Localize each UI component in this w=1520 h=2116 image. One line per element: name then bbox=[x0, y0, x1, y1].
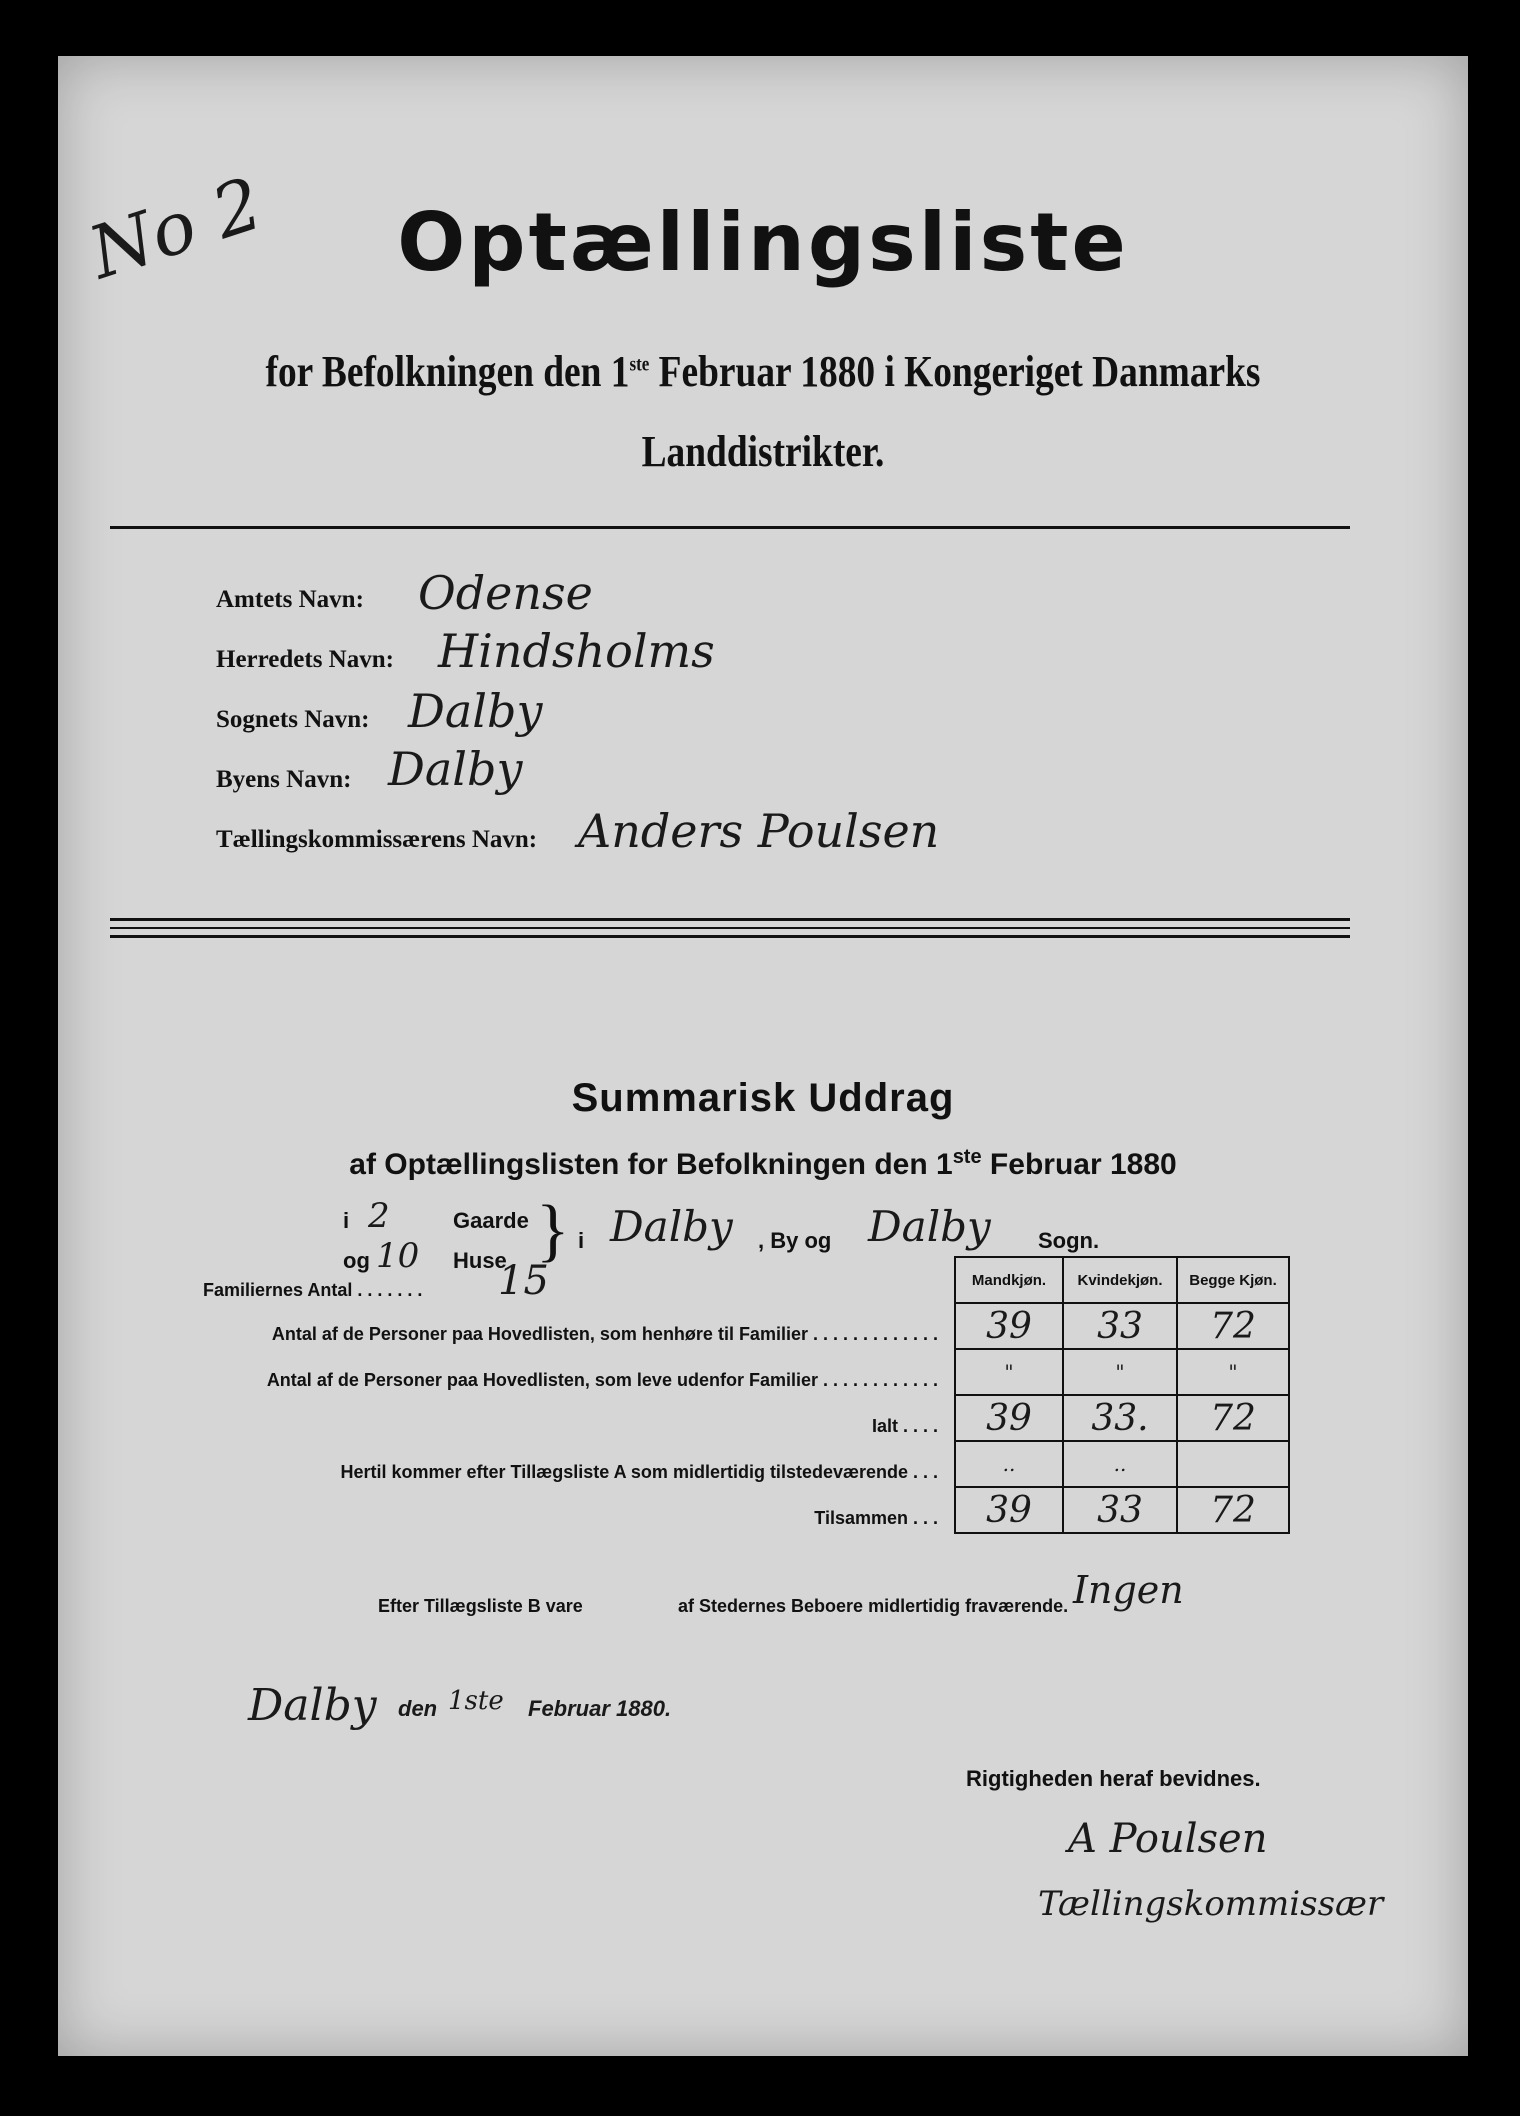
field-label-kommissaer: Tællingskommissærens Navn: bbox=[216, 826, 538, 853]
cell-value: 39 bbox=[955, 1395, 1063, 1441]
cell-value: " bbox=[955, 1349, 1063, 1395]
cell-value bbox=[1177, 1441, 1289, 1487]
census-form-page bbox=[58, 56, 1468, 2056]
row-label-familier: Antal af de Personer paa Hovedlisten, som henhøre til Familier . . . . . . . . . . . . . bbox=[271, 1324, 938, 1344]
brace: } bbox=[536, 1192, 570, 1269]
summary-subtitle-text-2: Februar 1880 bbox=[981, 1148, 1177, 1181]
field-label-by: Byens Navn: bbox=[216, 766, 352, 793]
subtitle-text-2: Februar 1880 i Kongeriget Danmarks bbox=[649, 347, 1261, 396]
signature-title: Tællingskommissær bbox=[1038, 1884, 1384, 1924]
form-subtitle-line2: Landdistrikter. bbox=[641, 427, 885, 476]
date-day: 1ste bbox=[448, 1686, 504, 1716]
gaarde-label: Gaarde bbox=[453, 1208, 529, 1233]
divider bbox=[110, 526, 1350, 529]
field-label-amt: Amtets Navn: bbox=[216, 586, 364, 613]
form-subtitle bbox=[164, 346, 1363, 397]
table-row bbox=[955, 1487, 1289, 1533]
field-label-sogn: Sognets Navn: bbox=[216, 706, 370, 733]
date-place: Dalby bbox=[248, 1680, 377, 1731]
sogn-label: Sogn. bbox=[1038, 1228, 1100, 1253]
cell-value: " bbox=[1063, 1349, 1177, 1395]
summary-table bbox=[954, 1256, 1290, 1534]
cell-value: .. bbox=[1063, 1441, 1177, 1487]
form-number: No 2 bbox=[79, 161, 272, 295]
cell-value: .. bbox=[955, 1441, 1063, 1487]
cell-value: " bbox=[1177, 1349, 1289, 1395]
field-label-herred: Herredets Navn: bbox=[216, 646, 394, 673]
summary-subtitle bbox=[58, 1146, 1468, 1182]
row-label-tillaeg-a: Hertil kommer efter Tillægsliste A som midlertidig tilstedeværende . . . bbox=[340, 1462, 938, 1482]
cell-value: 72 bbox=[1177, 1487, 1289, 1533]
cell-value: 33 bbox=[1063, 1487, 1177, 1533]
i2-label: i bbox=[578, 1228, 585, 1253]
cell-value: 39 bbox=[955, 1303, 1063, 1349]
row-label-udenfor: Antal af de Personer paa Hovedlisten, som leve udenfor Familier . . . . . . . . . . . . bbox=[266, 1370, 938, 1390]
summary-subtitle-text: af Optællingslisten for Befolkningen den 1 bbox=[349, 1148, 953, 1181]
form-title: Optællingsliste bbox=[397, 196, 1129, 289]
families-label: Familiernes Antal . . . . . . . bbox=[203, 1280, 423, 1300]
i-label: i bbox=[343, 1208, 350, 1233]
tillaeg-b-value: Ingen bbox=[1073, 1568, 1184, 1612]
table-row bbox=[955, 1349, 1289, 1395]
cell-value: 72 bbox=[1177, 1303, 1289, 1349]
subtitle-text-1: for Befolkningen den 1 bbox=[265, 347, 630, 396]
col-header-begge: Begge Kjøn. bbox=[1177, 1257, 1289, 1303]
date-den: den bbox=[398, 1696, 438, 1721]
by-label: , By og bbox=[758, 1228, 832, 1253]
table-header-row bbox=[955, 1257, 1289, 1303]
date-month-year: Februar 1880. bbox=[528, 1696, 672, 1721]
huse-count: 10 bbox=[376, 1236, 420, 1276]
by-value: Dalby bbox=[610, 1202, 733, 1251]
huse-label: Huse bbox=[453, 1248, 507, 1273]
tillaeg-b-label-2: af Stedernes Beboere midlertidig fraværende. bbox=[678, 1596, 1069, 1616]
cell-value: 33. bbox=[1063, 1395, 1177, 1441]
col-header-mand: Mandkjøn. bbox=[955, 1257, 1063, 1303]
families-value: 15 bbox=[498, 1258, 549, 1304]
tillaeg-b-label: Efter Tillægsliste B vare bbox=[378, 1596, 583, 1616]
og-label: og bbox=[343, 1248, 370, 1273]
summary-subtitle-sup: ste bbox=[952, 1146, 982, 1168]
divider bbox=[110, 935, 1350, 938]
subtitle-sup: ste bbox=[629, 353, 650, 376]
row-label-ialt: Ialt . . . . bbox=[871, 1416, 938, 1436]
summary-title: Summarisk Uddrag bbox=[571, 1076, 955, 1120]
divider bbox=[110, 918, 1350, 921]
table-row bbox=[955, 1303, 1289, 1349]
col-header-kvinde: Kvindekjøn. bbox=[1063, 1257, 1177, 1303]
signature: A Poulsen bbox=[1068, 1816, 1268, 1862]
sogn-value: Dalby bbox=[868, 1202, 991, 1251]
cell-value: 39 bbox=[955, 1487, 1063, 1533]
field-value-by: Dalby bbox=[388, 742, 523, 796]
row-label-tilsammen: Tilsammen . . . bbox=[814, 1508, 938, 1528]
certification-text: Rigtigheden heraf bevidnes. bbox=[966, 1766, 1261, 1791]
gaarde-count: 2 bbox=[368, 1196, 390, 1236]
table-row bbox=[955, 1395, 1289, 1441]
field-value-sogn: Dalby bbox=[408, 684, 543, 738]
field-value-herred: Hindsholms bbox=[438, 624, 715, 678]
field-value-amt: Odense bbox=[418, 566, 593, 620]
cell-value: 33 bbox=[1063, 1303, 1177, 1349]
table-row bbox=[955, 1441, 1289, 1487]
cell-value: 72 bbox=[1177, 1395, 1289, 1441]
divider bbox=[110, 927, 1350, 929]
field-value-kommissaer: Anders Poulsen bbox=[578, 804, 940, 858]
